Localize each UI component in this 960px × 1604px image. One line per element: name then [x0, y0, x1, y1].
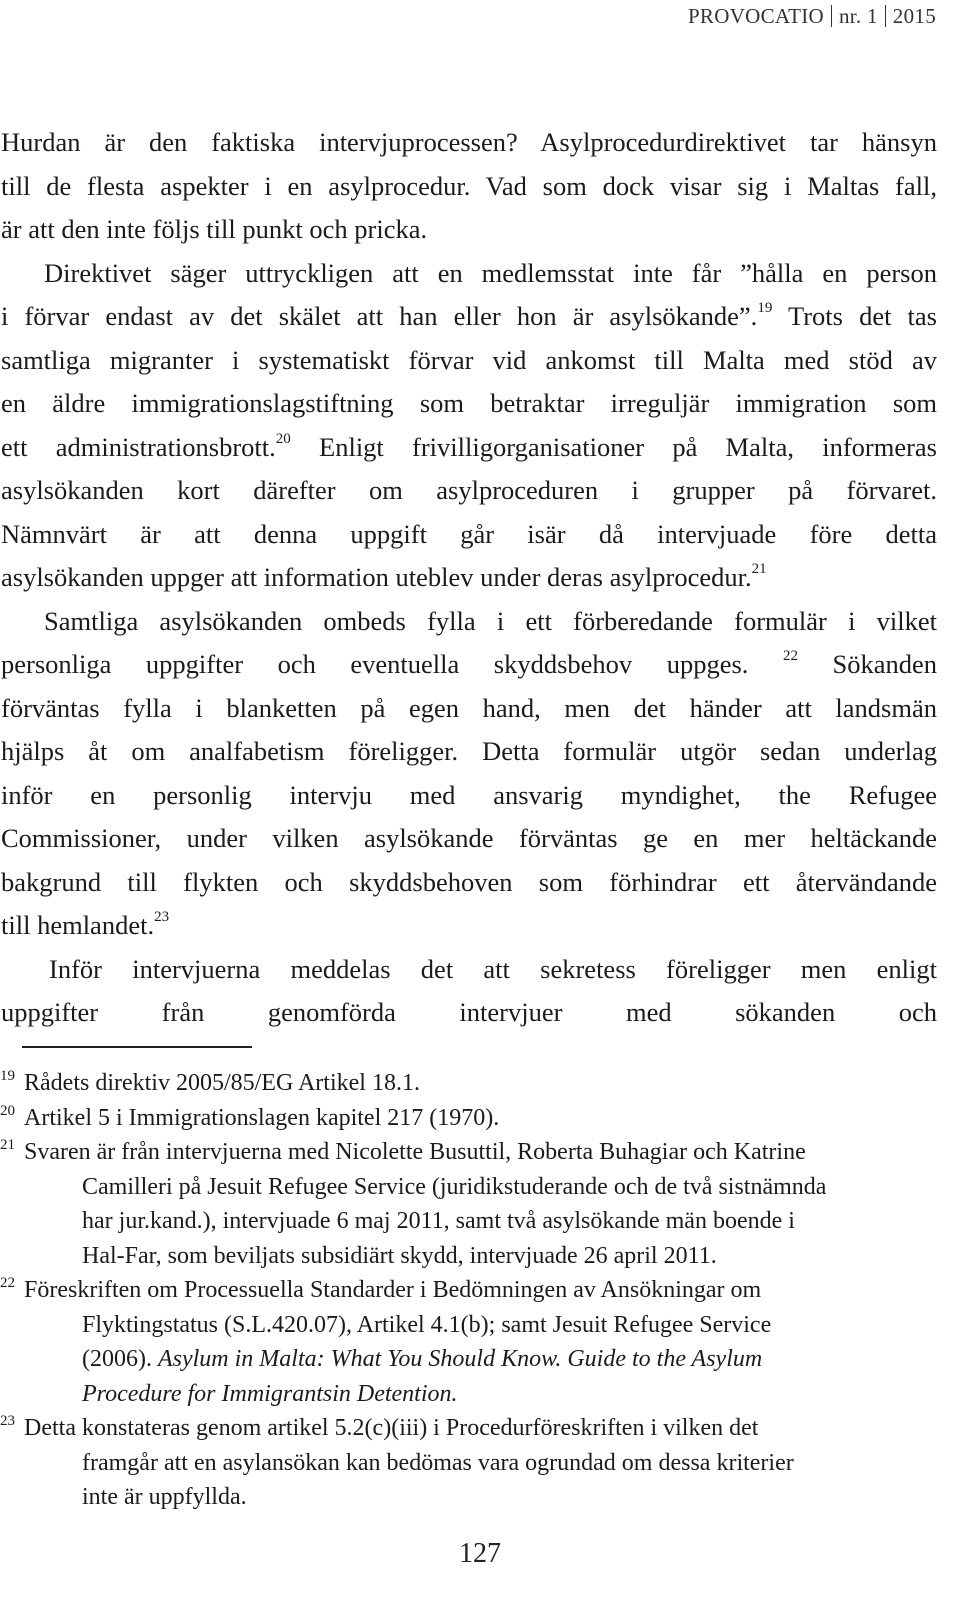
footnote-20: 20 Artikel 5 i Immigrationslagen kapitel 217 (1970). — [0, 1102, 500, 1131]
paragraph-line: är att den inte följs till punkt och pricka. — [1, 214, 428, 244]
footnote-text: Föreskriften om Processuella Standarder i Bedömningen av Ansökningar om — [24, 1277, 762, 1303]
footnote-text — [0, 1377, 940, 1412]
footnote-19: 19 Rådets direktiv 2005/85/EG Artikel 18.1. — [0, 1068, 420, 1096]
main-text — [1, 121, 937, 1035]
citation-title: Asylum in Malta: What You Should Know. Guide to the Asylum — [157, 1346, 763, 1372]
journal-name: PROVOCATIO — [687, 4, 824, 28]
footnote-text: framgår att en asylansökan kan bedömas vara ogrundad om dessa kriterier — [82, 1449, 794, 1476]
paragraph-line: Direktivet säger uttryckligen att en medlemsstat inte får ”hålla en person — [44, 257, 937, 288]
citation-title: Procedure for Immigrantsin Detention. — [82, 1380, 458, 1407]
paragraph-line: förväntas fylla i blanketten på egen hand, men det händer att landsmän — [1, 692, 937, 723]
header-divider — [831, 5, 832, 27]
paragraph-line: uppgifter från genomförda intervjuer med sökanden och — [1, 997, 937, 1027]
footnote-text: Rådets direktiv 2005/85/EG Artikel 18.1. — [24, 1070, 420, 1096]
footnote-21: 21 Svaren är från intervjuerna med Nicolette Busuttil, Roberta Buhagiar och Katrine Camilleri på Jesuit Refugee Service (juridikstuderande och de två sistnämnda har jur.kand.), intervjuade 6 maj 2011, samt två asylsökande män boende i Hal-Far, som beviljats subsidiärt skydd, intervjuade 26 april 2011. — [0, 1135, 940, 1273]
footnote-text: (2006). Asylum in Malta: What You Should Know. Guide to the Asylum — [82, 1346, 763, 1372]
footnote-ref-22: 22 — [782, 648, 798, 664]
running-header — [688, 4, 936, 29]
issue-year: 2015 — [892, 4, 936, 28]
footnote-text: Hal-Far, som beviljats subsidiärt skydd, intervjuade 26 april 2011. — [82, 1242, 717, 1269]
paragraph-line: samtliga migranter i systematiskt förvar vid ankomst till Malta med stöd av — [1, 344, 937, 375]
footnote-text: Artikel 5 i Immigrationslagen kapitel 217 (1970). — [24, 1104, 500, 1131]
paragraph-line: asylsökanden uppger att information uteblev under deras asylprocedur.$^{21}$ — [1, 561, 767, 592]
footnote-ref-23: 23 — [154, 909, 170, 925]
paragraph-line: i förvar endast av det skälet att han eller hon är asylsökande”.$^{19}$ Trots det tas — [1, 300, 937, 331]
paragraph-line: bakgrund till flykten och skyddsbehoven som förhindrar ett återvändande — [1, 866, 937, 897]
paragraph-line: personliga uppgifter och eventuella skyddsbehov uppges. $^{22}$ Sökanden — [1, 648, 937, 679]
footnote-text: Detta konstateras genom artikel 5.2(c)(iii) i Procedurföreskriften i vilken det — [24, 1415, 759, 1441]
footnote-text: Camilleri på Jesuit Refugee Service (juridikstuderande och de två sistnämnda — [82, 1173, 827, 1200]
paragraph-line: hjälps åt om analfabetism föreligger. Detta formulär utgör sedan underlag — [1, 736, 937, 766]
issue-number: nr. 1 — [838, 4, 878, 28]
page-number: 127 — [459, 1538, 501, 1569]
paragraph-line: asylsökanden kort därefter om asylproceduren i grupper på förvaret. — [1, 475, 937, 505]
paragraph-line: en äldre immigrationslagstiftning som betraktar irreguljär immigration som — [1, 388, 937, 418]
footnote-separator — [22, 1046, 252, 1048]
paragraph-line: Hurdan är den faktiska intervjuprocessen? Asylprocedurdirektivet tar hänsyn — [1, 127, 937, 157]
footnotes — [0, 1066, 940, 1515]
footnote-text: Svaren är från intervjuerna med Nicolette Busuttil, Roberta Buhagiar och Katrine — [24, 1139, 806, 1165]
footnote-text: har jur.kand.), intervjuade 6 maj 2011, samt två asylsökande män boende i — [82, 1208, 795, 1234]
footnote-text: inte är uppfyllda. — [82, 1484, 247, 1510]
paragraph-line: Inför intervjuerna meddelas det att sekretess föreligger men enligt — [49, 953, 937, 984]
paragraph-line: ett administrationsbrott.$^{20}$ Enligt frivilligorganisationer på Malta, informeras — [1, 430, 937, 462]
paragraph-line: till hemlandet.$^{23}$ — [1, 909, 170, 940]
paragraph-line: till de flesta aspekter i en asylprocedur. Vad som dock visar sig i Maltas fall, — [1, 170, 937, 201]
footnote-ref-20: 20 — [275, 430, 291, 447]
paragraph-line: Nämnvärt är att denna uppgift går isär då intervjuade före detta — [1, 518, 937, 549]
paragraph-line: Samtliga asylsökanden ombeds fylla i ett förberedande formulär i vilket — [44, 605, 937, 636]
footnote-ref-21: 21 — [751, 561, 767, 577]
footnote-22: 22 Föreskriften om Processuella Standarder i Bedömningen av Ansökningar om Flyktingstatus (S.L.420.07), Artikel 4.1(b); samt Jesuit Refugee Service (2006). Asylum in Malta: What You Should Know. Guide to the Asylum Procedure for Immigrantsin Detention. — [0, 1273, 940, 1411]
footnote-text: Flyktingstatus (S.L.420.07), Artikel 4.1(b); samt Jesuit Refugee Service — [82, 1311, 772, 1338]
header-divider — [885, 5, 886, 27]
footnote-ref-19: 19 — [757, 300, 773, 316]
footnote-23: 23 Detta konstateras genom artikel 5.2(c)(iii) i Procedurföreskriften i vilken det framgår att en asylansökan kan bedömas vara ogrundad om dessa kriterier inte är uppfyllda. — [0, 1411, 940, 1515]
paragraph-line: inför en personlig intervju med ansvarig myndighet, the Refugee — [1, 779, 937, 810]
paragraph-line: Commissioner, under vilken asylsökande förväntas ge en mer heltäckande — [1, 823, 937, 853]
